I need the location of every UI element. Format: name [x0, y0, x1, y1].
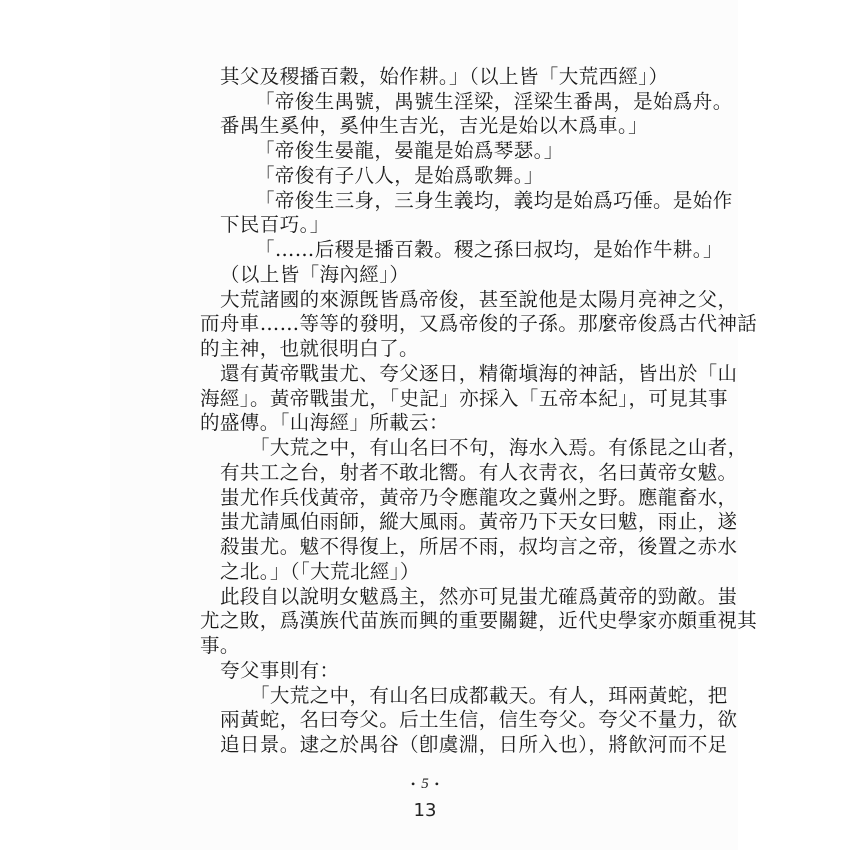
- text-line: 殺蚩尤。魃不得復上，所居不雨，叔均言之帝，後置之赤水: [220, 535, 738, 559]
- text-line: 蚩尤作兵伐黃帝，黃帝乃令應龍攻之冀州之野。應龍畜水，: [220, 485, 738, 509]
- text-line: 有共工之台，射者不敢北嚮。有人衣靑衣，名曰黃帝女魃。: [220, 460, 738, 484]
- pdf-page-number: 13: [413, 800, 437, 821]
- text-line: 「大荒之中，有山名曰成都載天。有人，珥兩黃蛇，把: [250, 683, 728, 707]
- text-line: （以上皆「海內經」）: [220, 262, 410, 286]
- text-line: 的主神，也就很明白了。: [200, 337, 419, 361]
- text-line: 下民百巧。」: [220, 213, 330, 237]
- text-line: 而舟車……等等的發明，又爲帝俊的子孫。那麼帝俊爲古代神話: [200, 312, 758, 336]
- text-line: 其父及稷播百穀，始作耕。」（以上皆「大荒西經」）: [220, 65, 669, 88]
- text-line: 還有黃帝戰蚩尤、夸父逐日，精衛塡海的神話，皆出於「山: [220, 361, 738, 385]
- text-line: 番禺生奚仲，奚仲生吉光，吉光是始以木爲車。」: [220, 114, 649, 138]
- text-line: 海經」。黃帝戰蚩尤，「史記」亦採入「五帝本紀」，可見其事: [200, 386, 728, 410]
- text-line: 追日景。逮之於禺谷（卽虞淵，日所入也），將飮河而不足: [220, 733, 728, 756]
- folio-number: 5: [421, 776, 429, 792]
- text-line: 兩黃蛇，名曰夸父。后土生信，信生夸父。夸父不量力，欲: [220, 708, 738, 732]
- text-line: 事。: [200, 634, 240, 658]
- text-line: 「帝俊生晏龍，晏龍是始爲琴瑟。」: [255, 139, 564, 163]
- text-line: 「帝俊生三身，三身生義均，義均是始爲巧倕。是始作: [255, 188, 733, 212]
- folio-dot-left: •: [411, 777, 416, 792]
- text-line: 夸父事則有：: [220, 658, 340, 682]
- text-line: 「帝俊生禺號，禺號生淫梁，淫梁生番禺，是始爲舟。: [255, 89, 733, 113]
- text-line: 蚩尤請風伯雨師，縱大風雨。黃帝乃下天女曰魃，雨止，遂: [220, 510, 738, 534]
- printed-page-folio: [0, 776, 850, 793]
- text-line: 此段自以說明女魃爲主，然亦可見蚩尤確爲黃帝的勁敵。蚩: [220, 584, 738, 608]
- text-line: 的盛傳。「山海經」所載云：: [200, 411, 449, 435]
- text-line: 尤之敗，爲漢族代苗族而興的重要關鍵，近代史學家亦頗重視其: [200, 609, 758, 633]
- text-line: 之北。」（「大荒北經」）: [220, 559, 420, 583]
- text-line: 大荒諸國的來源旣皆爲帝俊，甚至說他是太陽月亮神之父，: [220, 287, 738, 311]
- text-line: 「……后稷是播百穀。稷之孫曰叔均，是始作牛耕。」: [255, 238, 723, 262]
- text-line: 「帝俊有子八人，是始爲歌舞。」: [255, 163, 544, 187]
- folio-dot-right: •: [434, 777, 439, 792]
- text-line: 「大荒之中，有山名曰不句，海水入焉。有係昆之山者，: [250, 436, 748, 460]
